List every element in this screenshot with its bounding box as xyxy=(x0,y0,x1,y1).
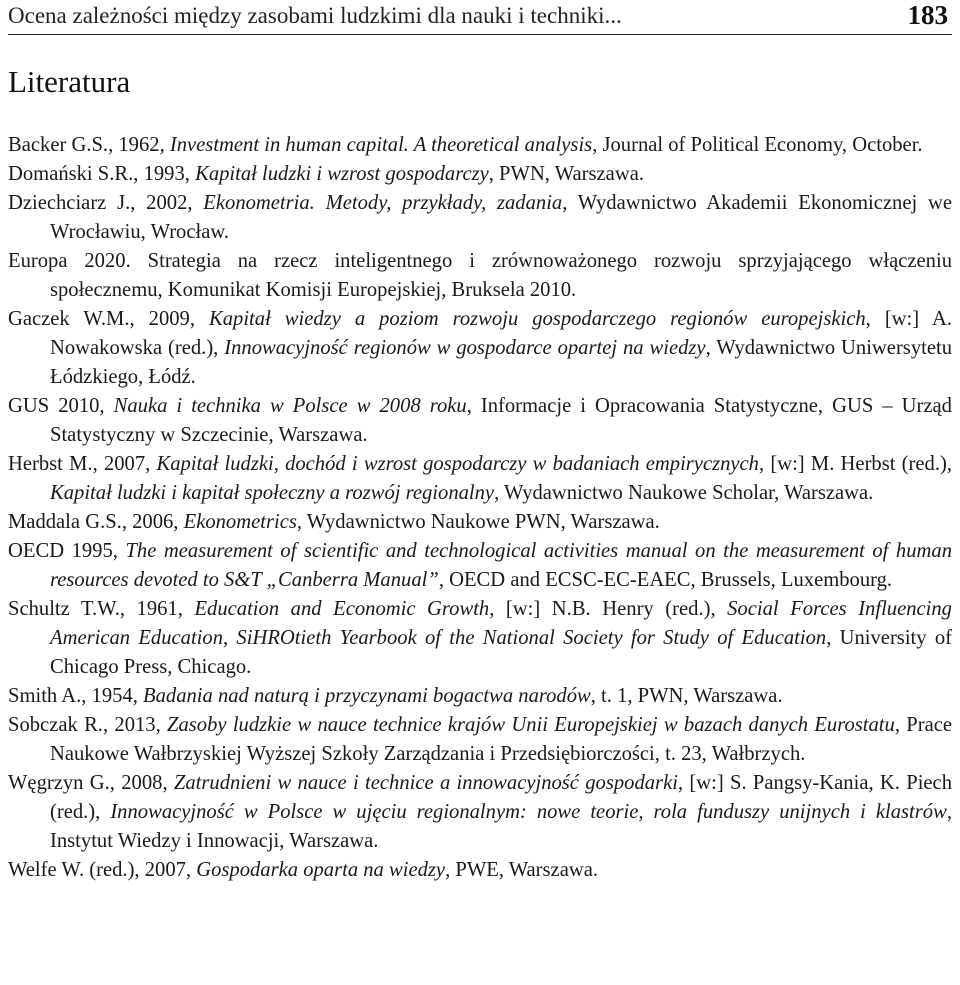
reference-text: , Informacje i Opracowania Statystyczne, GUS – Urząd Statystyczny w Szczecinie, Warszawa. xyxy=(50,395,952,446)
reference-text: Dziechciarz J., 2002, xyxy=(8,192,204,214)
reference-text: , t. 1, PWN, Warszawa. xyxy=(590,685,783,707)
reference-entry xyxy=(8,682,952,711)
reference-title: Kapitał ludzki i kapitał społeczny a rozwój regionalny xyxy=(50,482,495,504)
reference-entry xyxy=(8,131,952,160)
reference-entry xyxy=(8,189,952,247)
reference-text: , Wydawnictwo Naukowe Scholar, Warszawa. xyxy=(494,482,874,504)
page-number: 183 xyxy=(907,0,948,30)
reference-title: Ekonometrics xyxy=(183,511,297,533)
reference-text: GUS 2010, xyxy=(8,395,114,417)
reference-entry xyxy=(8,537,952,595)
reference-entry xyxy=(8,392,952,450)
reference-text: Domański S.R., 1993, xyxy=(8,163,196,185)
reference-text: Maddala G.S., 2006, xyxy=(8,511,184,533)
reference-text: Europa 2020. Strategia na rzecz inteligentnego i zrównoważonego rozwoju sprzyjającego włączeniu społecznemu, Komunikat Komisji Europejskiej, Bruksela 2010. xyxy=(8,250,952,301)
reference-title: Nauka i technika w Polsce w 2008 roku xyxy=(113,395,467,417)
reference-title: Zasoby ludzkie w nauce technice krajów Unii Europejskiej w bazach danych Eurostatu xyxy=(167,714,895,736)
reference-text: Węgrzyn G., 2008, xyxy=(8,772,174,794)
reference-title: Ekonometria. Metody, przykłady, zadania xyxy=(203,192,563,214)
reference-text: Backer G.S., 1962, xyxy=(8,134,170,156)
reference-title: Social Forces Influencing American Education, SiHROtieth Yearbook of the National Society for Study of Education xyxy=(50,598,952,649)
reference-text: Welfe W. (red.), 2007, xyxy=(8,859,197,881)
reference-title: Gospodarka oparta na wiedzy xyxy=(196,859,446,881)
reference-list xyxy=(8,131,952,885)
reference-title: Innowacyjność regionów w gospodarce opartej na wiedzy xyxy=(224,337,706,359)
reference-entry xyxy=(8,711,952,769)
reference-text: , PWN, Warszawa. xyxy=(488,163,644,185)
reference-text: , Wydawnictwo Naukowe PWN, Warszawa. xyxy=(296,511,660,533)
reference-title: Innowacyjność w Polsce w ujęciu regionalnym: nowe teorie, rola funduszy unijnych i klastrów xyxy=(110,801,947,823)
reference-entry xyxy=(8,769,952,856)
reference-text: , [w:] A. Nowakowska (red.), xyxy=(50,308,953,359)
reference-title: Kapitał wiedzy a poziom rozwoju gospodarczego regionów europejskich xyxy=(209,308,866,330)
reference-text: , Journal of Political Economy, October. xyxy=(592,134,923,156)
reference-text: Sobczak R., 2013, xyxy=(8,714,168,736)
reference-text: Smith A., 1954, xyxy=(8,685,144,707)
reference-text: , [w:] N.B. Henry (red.), xyxy=(489,598,728,620)
reference-entry xyxy=(8,508,952,537)
reference-entry xyxy=(8,160,952,189)
reference-title: Badania nad naturą i przyczynami bogactwa narodów xyxy=(143,685,591,707)
reference-title: Investment in human capital. A theoretical analysis xyxy=(169,134,593,156)
reference-text: , [w:] M. Herbst (red.), xyxy=(758,453,952,475)
reference-title: Kapitał ludzki, dochód i wzrost gospodarczy w badaniach empirycznych xyxy=(156,453,759,475)
reference-text: , Prace Naukowe Wałbrzyskiej Wyższej Szkoły Zarządzania i Przedsiębiorczości, t. 23, Wałbrzych. xyxy=(50,714,952,765)
section-title: Literatura xyxy=(8,64,131,99)
reference-text: Herbst M., 2007, xyxy=(8,453,157,475)
reference-entry xyxy=(8,450,952,508)
reference-title: Zatrudnieni w nauce i technice a innowacyjność gospodarki xyxy=(173,772,678,794)
reference-text: , OECD and ECSC-EC-EAEC, Brussels, Luxembourg. xyxy=(438,569,893,591)
reference-title: Kapitał ludzki i wzrost gospodarczy xyxy=(195,163,489,185)
reference-entry xyxy=(8,305,952,392)
reference-text: , Instytut Wiedzy i Innowacji, Warszawa. xyxy=(50,801,952,852)
reference-text: OECD 1995, xyxy=(8,540,126,562)
reference-text: , University of Chicago Press, Chicago. xyxy=(50,627,953,678)
reference-text: , Wydawnictwo Akademii Ekonomicznej we Wrocławiu, Wrocław. xyxy=(50,192,952,243)
reference-entry xyxy=(8,595,952,682)
page-header xyxy=(8,0,952,35)
reference-text: , PWE, Warszawa. xyxy=(445,859,598,881)
reference-title: Education and Economic Growth xyxy=(194,598,490,620)
running-title: Ocena zależności między zasobami ludzkimi dla nauki i techniki... xyxy=(8,3,622,28)
reference-entry xyxy=(8,247,952,305)
reference-text: , Wydawnictwo Uniwersytetu Łódzkiego, Łódź. xyxy=(50,337,952,388)
reference-entry xyxy=(8,856,952,885)
reference-title: The measurement of scientific and technological activities manual on the measurement of human resources devoted to S&T „Canberra Manual” xyxy=(50,540,952,591)
reference-text: , [w:] S. Pangsy-Kania, K. Piech (red.), xyxy=(50,772,952,823)
reference-text: Schultz T.W., 1961, xyxy=(8,598,195,620)
reference-text: Gaczek W.M., 2009, xyxy=(8,308,209,330)
